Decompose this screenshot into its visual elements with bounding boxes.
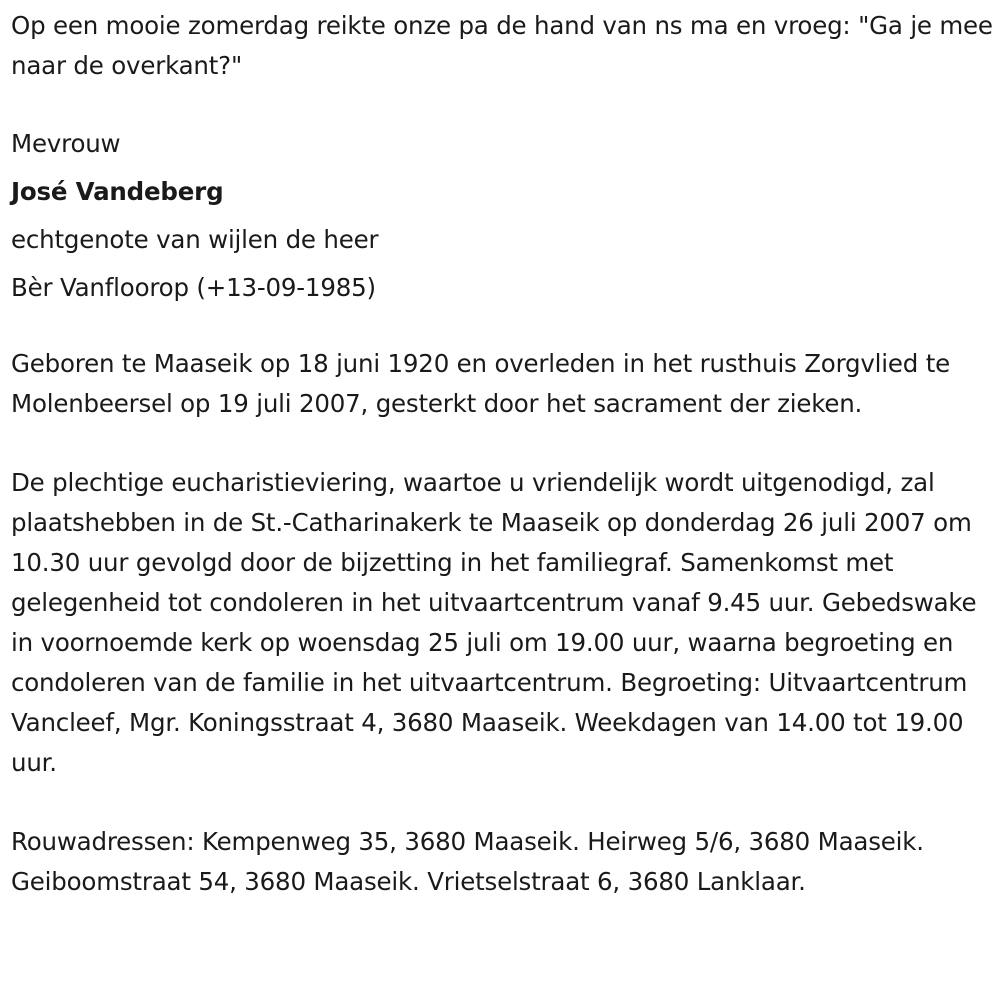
intro-quote: Op een mooie zomerdag reikte onze pa de hand van ns ma en vroeg: "Ga je mee naar de overkant?": [11, 11, 993, 80]
deceased-name: José Vandeberg: [11, 177, 224, 206]
obituary-document: [11, 6, 993, 902]
ceremony-paragraph: De plechtige eucharistieviering, waartoe u vriendelijk wordt uitgenodigd, zal plaatshebben in de St.-Catharinakerk te Maaseik op donderdag 26 juli 2007 om 10.30 uur gevolgd door de bijzetting in het familiegraf. Samenkomst met gelegenheid tot condoleren in het uitvaartcentrum vanaf 9.45 uur. Gebedswake in voornoemde kerk op woensdag 25 juli om 19.00 uur, waarna begroeting en condoleren van de familie in het uitvaartcentrum. Begroeting: Uitvaartcentrum Vancleef, Mgr. Koningsstraat 4, 3680 Maaseik. Weekdagen van 14.00 tot 19.00 uur.: [11, 468, 977, 777]
honorific: Mevrouw: [11, 129, 121, 158]
deceased-block: [11, 120, 993, 312]
addresses-paragraph: Rouwadressen: Kempenweg 35, 3680 Maaseik. Heirweg 5/6, 3680 Maaseik. Geiboomstraat 54, 3680 Maaseik. Vrietselstraat 6, 3680 Lanklaar.: [11, 827, 924, 896]
birth-death-paragraph: Geboren te Maaseik op 18 juni 1920 en overleden in het rusthuis Zorgvlied te Molenbeersel op 19 juli 2007, gesterkt door het sacrament der zieken.: [11, 349, 950, 418]
relation-line-1: echtgenote van wijlen de heer: [11, 225, 379, 254]
relation-line-2: Bèr Vanfloorop (+13-09-1985): [11, 273, 376, 302]
